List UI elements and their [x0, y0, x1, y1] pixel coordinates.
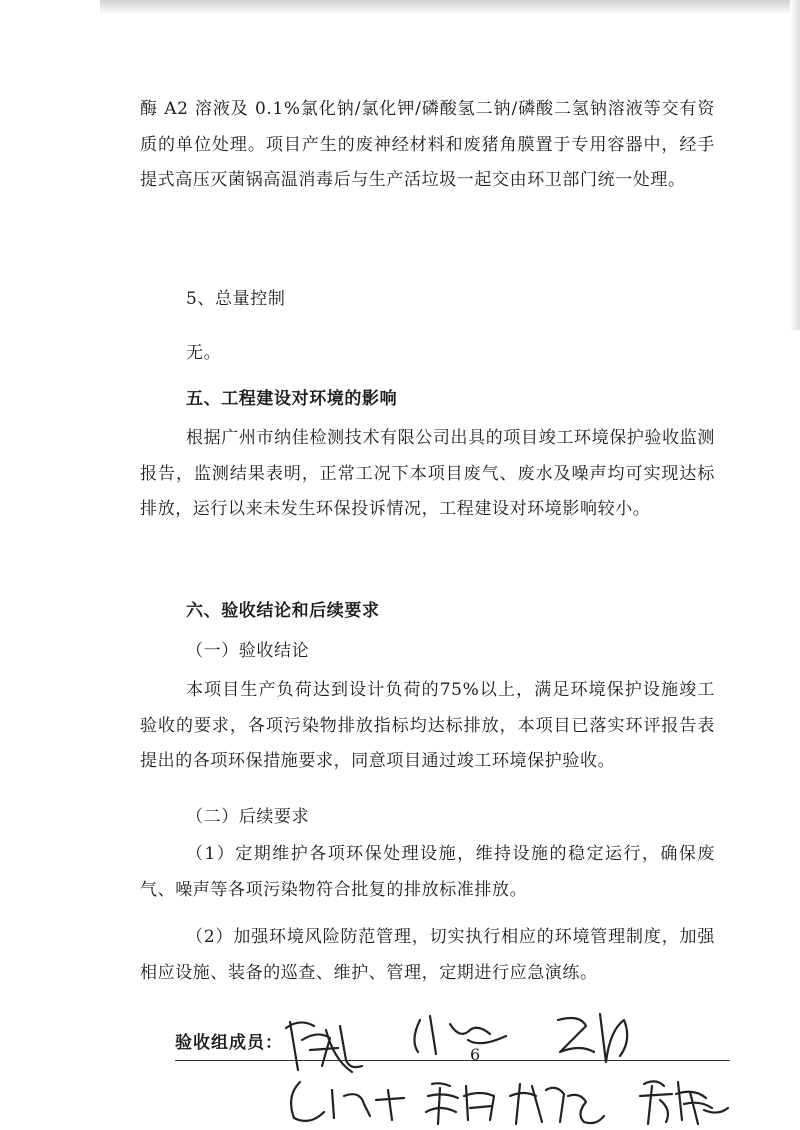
- sub1-heading: （一）验收结论: [186, 641, 310, 661]
- handwritten-signatures: [280, 1000, 750, 1130]
- total-control-heading: 5、总量控制: [186, 289, 286, 309]
- section5-heading: 五、工程建设对环境的影响: [186, 389, 398, 409]
- requirement-1: （1）定期维护各项环保处理设施，维持设施的稳定运行，确保废气、噪声等各项污染物符合批复的排放标准排放。: [140, 844, 715, 900]
- total-control-body: 无。: [186, 343, 222, 363]
- signature-label: 验收组成员：: [175, 1033, 283, 1053]
- requirement-2: （2）加强环境风险防范管理，切实执行相应的环境管理制度，加强相应设施、装备的巡查、维护、管理，定期进行应急演练。: [140, 927, 715, 983]
- waste-disposal-paragraph: 酶 A2 溶液及 0.1%氯化钠/氯化钾/磷酸氢二钠/磷酸二氢钠溶液等交有资质的单位处理。项目产生的废神经材料和废猪角膜置于专用容器中，经手提式高压灭菌锅高温消毒后与生产活垃圾一起交由环卫部门统一处理。: [140, 99, 715, 190]
- sub1-body: 本项目生产负荷达到设计负荷的75%以上，满足环境保护设施竣工验收的要求，各项污染物排放指标均达标排放，本项目已落实环评报告表提出的各项环保措施要求，同意项目通过竣工环境保护验收。: [140, 680, 715, 771]
- sub2-heading: （二）后续要求: [186, 807, 310, 827]
- section6-heading: 六、验收结论和后续要求: [186, 601, 380, 621]
- section5-body: 根据广州市纳佳检测技术有限公司出具的项目竣工环境保护验收监测报告，监测结果表明，正常工况下本项目废气、废水及噪声均可实现达标排放，运行以来未发生环保投诉情况，工程建设对环境影响较小。: [140, 428, 715, 519]
- page-number: 6: [470, 1045, 481, 1064]
